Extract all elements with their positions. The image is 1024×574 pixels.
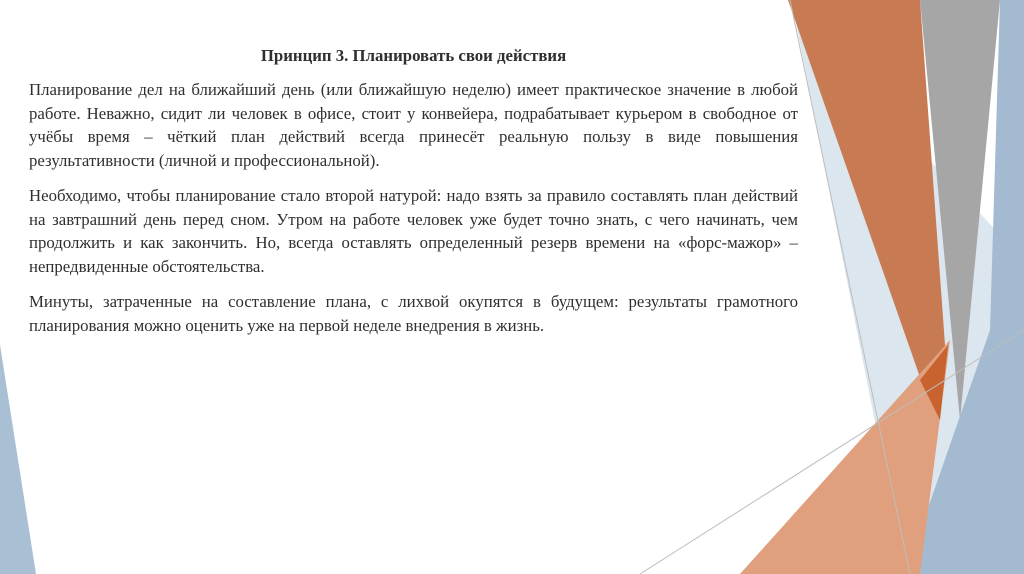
paragraph-1: Планирование дел на ближайший день (или ближайшую неделю) имеет практическое значение в любой работе. Неважно, сидит ли человек в офисе, стоит у конвейера, подрабатывает курьером в свободное от учёбы время – чёткий план действий всегда принесёт реальную пользу в виде повышения результативности (личной и профессиональной). xyxy=(29,80,798,170)
paragraph-3: Минуты, затраченные на составление плана, с лихвой окупятся в будущем: результаты грамотного планирования можно оценить уже на первой неделе внедрения в жизнь. xyxy=(29,292,798,335)
left-blue-shape xyxy=(0,345,36,574)
slide-title: Принцип 3. Планировать свои действия xyxy=(260,46,567,65)
slide-text-block xyxy=(29,46,798,349)
orange-lower-shape xyxy=(740,340,950,574)
paragraph-2: Необходимо, чтобы планирование стало второй натурой: надо взять за правило составлять план действий на завтрашний день перед сном. Утром на работе человек уже будет точно знать, с чего начинать, чем продолжить и как закончить. Но, всегда оставлять определенный резерв времени на «форс-мажор» – непредвиденные обстоятельства. xyxy=(29,186,798,276)
